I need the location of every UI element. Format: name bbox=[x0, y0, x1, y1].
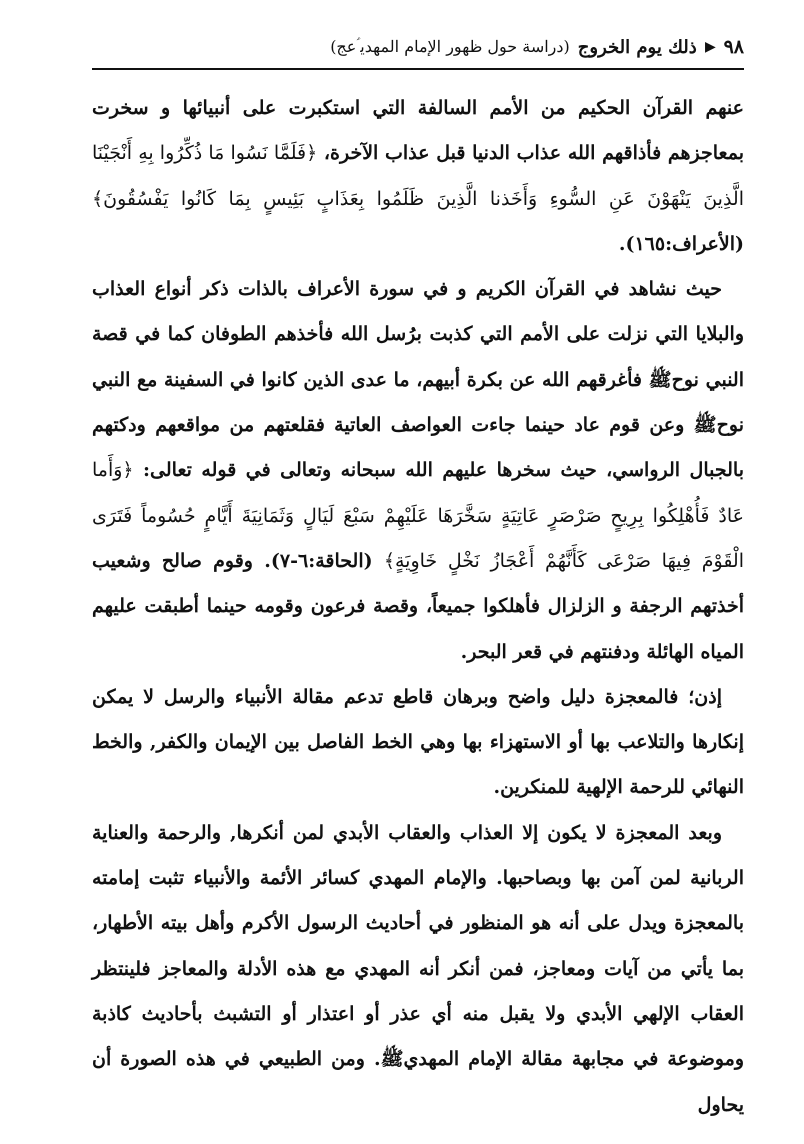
paragraph-1-text-1: عنهم القرآن الحكيم من الأمم السالفة التي استكبرت على أنبيائها و سخرت بمعاجزهم فأذاقهم الله عذاب الدنيا قبل عذاب الآخرة، bbox=[92, 97, 744, 165]
verse-reference-1: (الأعراف:١٦٥). bbox=[618, 232, 744, 255]
paragraph-3-text: إذن؛ فالمعجزة دليل واضح وبرهان قاطع تدعم مقالة الأنبياء والرسل لا يمكن إنكارها والتلاعب بها أو الاستهزاء بها وهي الخط الفاصل بين الإيمان والكفر, والخط النهائي للرحمة الإلهية للمنكرين. bbox=[92, 685, 744, 799]
paragraph-1 bbox=[92, 86, 744, 267]
paragraph-2-text-2: (الحاقة:٦-٧). وقوم صالح وشعيب أخذتهم الرجفة و الزلزال فأهلكوا جميعاً، وقصة فرعون وقومه حينما أطبقت عليهم المياه الهائلة ودفنتهم في قعر البحر. bbox=[92, 549, 744, 663]
body-text bbox=[92, 86, 744, 1128]
paragraph-2-text-1: حيث نشاهد في القرآن الكريم و في سورة الأعراف بالذات ذكر أنواع العذاب والبلايا التي نزلت على الأمم التي كذبت برُسل الله فأخذهم الطوفان كما في قصة النبي نوحﷺ فأغرقهم الله عن بكرة أبيهم، ما عدى الذين كانوا في السفينة مع النبي نوحﷺ وعن قوم عاد حينما جاءت العواصف العاتية فقلعتهم من مواقعهم ودكتهم بالجبال الرواسي، حيث سخرها عليهم الله سبحانه وتعالى في قوله تعالى: bbox=[92, 278, 744, 482]
quran-verse-2: ﴿وَأَما عَادٌ فَأُهْلِكُوا بِرِيحٍ صَرْصَرٍ عَاتِيَةٍ سَخَّرَهَا عَلَيْهِمْ سَبْعَ لَيَالٍ وَثَمَانِيَةَ أَيَّامٍ حُسُوماً فَتَرَى الْقَوْمَ فِيهَا صَرْعَى كَأَنَّهُمْ أَعْجَازُ نَخْلٍ خَاوِيَةٍ﴾ bbox=[92, 459, 744, 572]
paragraph-4-text: وبعد المعجزة لا يكون إلا العذاب والعقاب الأبدي لمن أنكرها, والرحمة والعناية الربانية لمن آمن بها وبصاحبها. والإمام المهدي كسائر الأئمة والأنبياء تثبت إمامته بالمعجزة ويدل على أنه هو المنظور في أحاديث الرسول الأكرم وأهل بيته الأطهار، بما يأتي من آيات ومعاجز، فمن أنكر أنه المهدي مع هذه الأدلة والمعاجز فلينتظر العقاب الإلهي الأبدي ولا يقبل منه أي عذر أو اعتذار أو التشبث بأحاديث كاذبة وموضوعة في مجابهة مقالة الإمام المهديﷺ. ومن الطبيعي في هذه الصورة أن يحاول bbox=[92, 821, 744, 1116]
triangle-arrow-icon: ◀ bbox=[704, 39, 716, 55]
book-title: ذلك يوم الخروج bbox=[577, 36, 697, 58]
paragraph-4 bbox=[92, 811, 744, 1128]
book-subtitle: (دراسة حول ظهور الإمام المهدي‍ ؑعج) bbox=[330, 37, 570, 56]
page-number: ٩٨ bbox=[723, 36, 744, 58]
header-divider bbox=[92, 68, 744, 70]
paragraph-3 bbox=[92, 675, 744, 811]
paragraph-2 bbox=[92, 267, 744, 675]
quran-verse-1: ﴿فَلَمَّا نَسُوا مَا ذُكِّرُوا بِهِ أَنْجَيْنَا الَّذِينَ يَنْهَوْنَ عَنِ السُّوءِ وَأَخَذنا الَّذِينَ ظَلَمُوا بِعَذَابٍ بَئِيسٍ بِمَا كَانُوا يَفْسُقُونَ﴾ bbox=[92, 142, 744, 210]
page-header bbox=[92, 30, 744, 64]
